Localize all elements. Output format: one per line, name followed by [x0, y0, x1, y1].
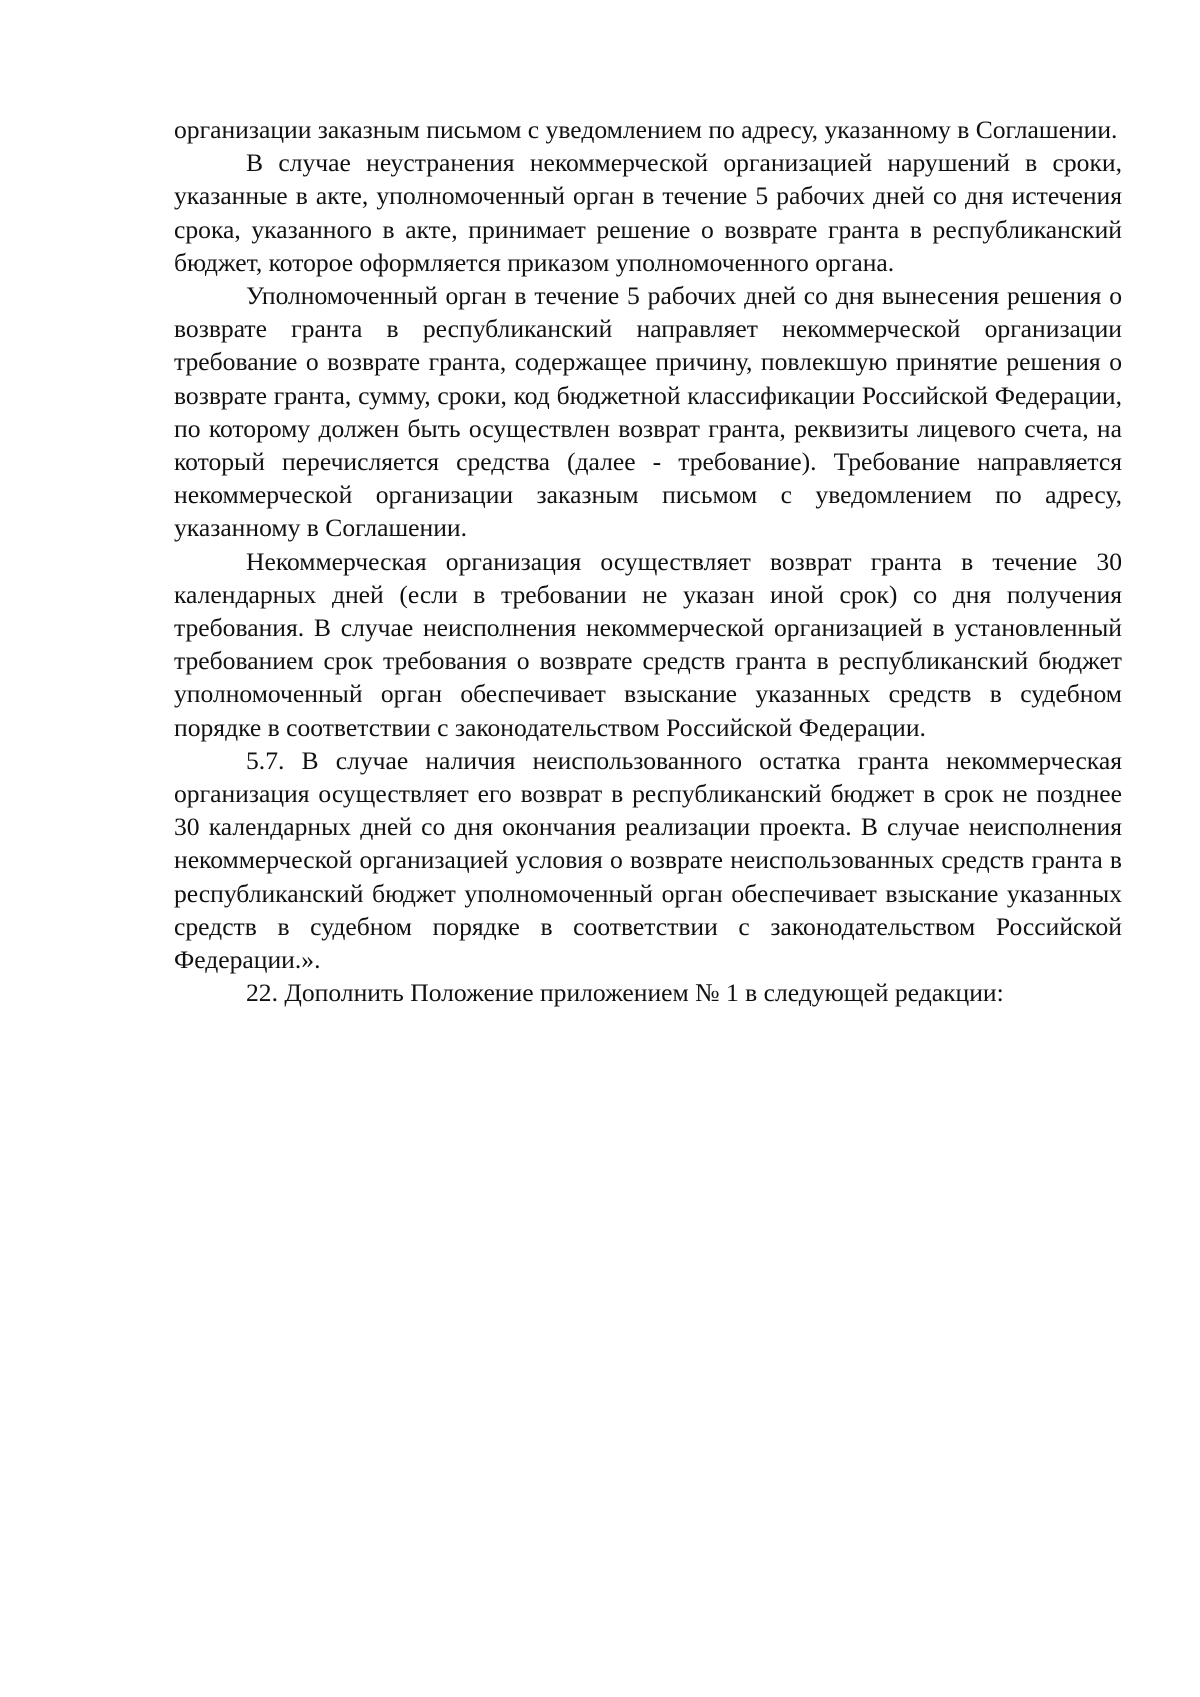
paragraph-clause-5-7: 5.7. В случае наличия неиспользованного остатка гранта некоммерческая организация осуществляет его возврат в республиканский бюджет в срок не позднее 30 календарных дней со дня окончания реализации проекта. В случае неисполнения некоммерческой организацией условия о возврате неиспользованных средств гранта в республиканский бюджет уполномоченный орган обеспечивает взыскание указанных средств в судебном порядке в соответствии с законодательством Российской Федерации.».: [174, 745, 1122, 975]
paragraph-return-deadline: Некоммерческая организация осуществляет возврат гранта в течение 30 календарных дней (если в требовании не указан иной срок) со дня получения требования. В случае неисполнения некоммерческой организацией в установленный требованием срок требования о возврате средств гранта в республиканский бюджет уполномоченный орган обеспечивает взыскание указанных средств в судебном порядке в соответствии с законодательством Российской Федерации.: [174, 546, 1122, 742]
paragraph-return-requirement: Уполномоченный орган в течение 5 рабочих дней со дня вынесения решения о возврате гранта в республиканский направляет некоммерческой организации требование о возврате гранта, содержащее причину, повлекшую принятие решения о возврате гранта, сумму, сроки, код бюджетной классификации Российской Федерации, по которому должен быть осуществлен возврат гранта, реквизиты лицевого счета, на который перечисляется средства (далее - требование). Требование направляется некоммерческой организации заказным письмом с уведомлением по адресу, указанному в Соглашении.: [174, 281, 1122, 543]
paragraph-non-remedy-return: В случае неустранения некоммерческой организацией нарушений в сроки, указанные в акте, уполномоченный орган в течение 5 рабочих дней со дня истечения срока, указанного в акте, принимает решение о возврате гранта в республиканский бюджет, которое оформляется приказом уполномоченного органа.: [174, 148, 1122, 277]
document-page: [174, 113, 1122, 1009]
paragraph-item-22: 22. Дополнить Положение приложением № 1 в следующей редакции:: [246, 978, 1004, 1008]
paragraph-continuation: организации заказным письмом с уведомлением по адресу, указанному в Соглашении.: [174, 115, 1118, 144]
